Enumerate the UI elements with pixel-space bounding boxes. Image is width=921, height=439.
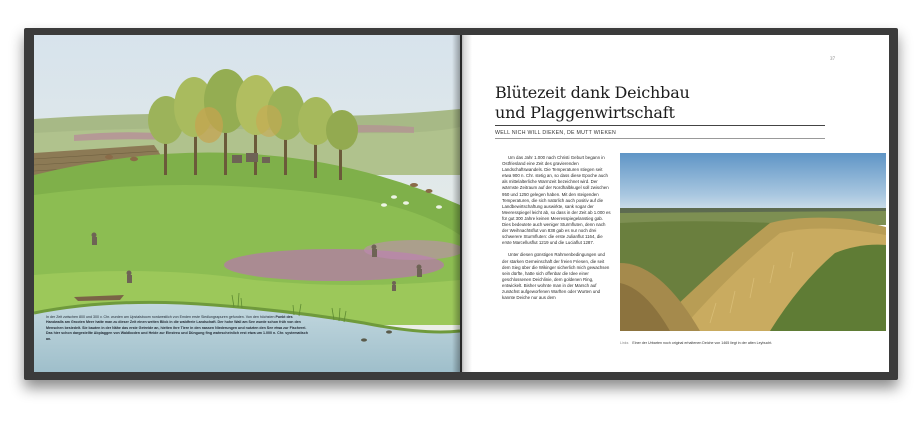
right-page (462, 35, 889, 372)
photo-caption (620, 341, 886, 345)
title-line-1: Blütezeit dank Deichbau (495, 83, 690, 102)
paragraph-2: Unter diesen günstigen Rahmenbedingungen und der starken Gemeinschaft der freien Friesen, die seit dem Sieg über die Wikinger sicherlich mich gewachsen sein dürfte, hatte sich offenbar die Idee einer geschlossenen Deichlinie, dem goldenen Ring, entwickelt. Bisher wohnte man in der Marsch auf zunächst aufgeworfenen Warften oder Wurten und kannte Deiche nur aus dem (502, 252, 610, 301)
photo-caption-text: Einer der Urbarten noch original erhaltenen Deiche von 1465 liegt in der alten Leybucht. (632, 341, 773, 345)
illustration-caption (46, 315, 308, 342)
paragraph-1: Um das Jahr 1.000 nach Christi Geburt begann in Ostfriesland eine Zeit des gravierenden Landschaftswandels. Die Temperaturen stiegen seit etwa 900 n. Chr. stetig an, so dass diese Epoche auch als mittelalterliche Warmzeit bezeichnet wird. Der wärmste Zeitraum auf der Nordhalbkugel soll zwischen 950 und 1250 gelegen haben. Mit den steigenden Temperaturen, die sich natürlich auch positiv auf die Landbewirtschaftung auswirkte, sank sogar der Meeresspiegel leicht ab, so dass in der Zeit ab 1.000 es für gut 300 Jahre keinen Meeresspiegelanstieg gab. Dies bedeutete auch weniger Sturmfluten, denn nach der Weihnachtsflut von 838 gab es nur noch drei schwerere Sturmfluten: die erste Julianflut 1164, die erste Marcellusflut 1219 und die Luciaflut 1287. (502, 155, 611, 246)
title-rule-bottom (495, 138, 825, 139)
chapter-title (495, 83, 825, 123)
dike-photo (620, 153, 886, 331)
title-line-2: und Plaggenwirtschaft (495, 103, 675, 122)
photo-caption-label: Links (620, 341, 629, 345)
left-page (34, 35, 460, 372)
caption-main: Punkt des Handwalls am Grooten Meer hatte man zu dieser Zeit einen weiten Blick in die waldfreie Landschaft. Der hohe Wall am See wurde schon früh von den Menschen besiedelt. Sie bauten in der Nähe das erste Getreide an, hielten ihre Tiere in den nassen Niederungen und nutzten den See etwa zur Fischerei. Das hier schon dargestellte Abplaggen von Waldboden und Heide zur Einstreu und Düngung fing wahrscheinlich erst etwa um 1.000 n. Chr. systematisch an. (46, 315, 308, 341)
body-text (502, 155, 612, 301)
page-number: 37 (830, 57, 835, 62)
dike-photo-image (620, 153, 886, 331)
caption-intro: In der Zeit zwischen 800 und 300 v. Chr. wurden am Upstalsboom nordwestlich von Emden erste Siedlungsspuren gefunden. Von den höchsten (46, 315, 275, 319)
title-rule-top (495, 125, 825, 126)
chapter-subtitle: WELL NICH WILL DIEKEN, DE MUTT WIEKEN (495, 130, 617, 136)
